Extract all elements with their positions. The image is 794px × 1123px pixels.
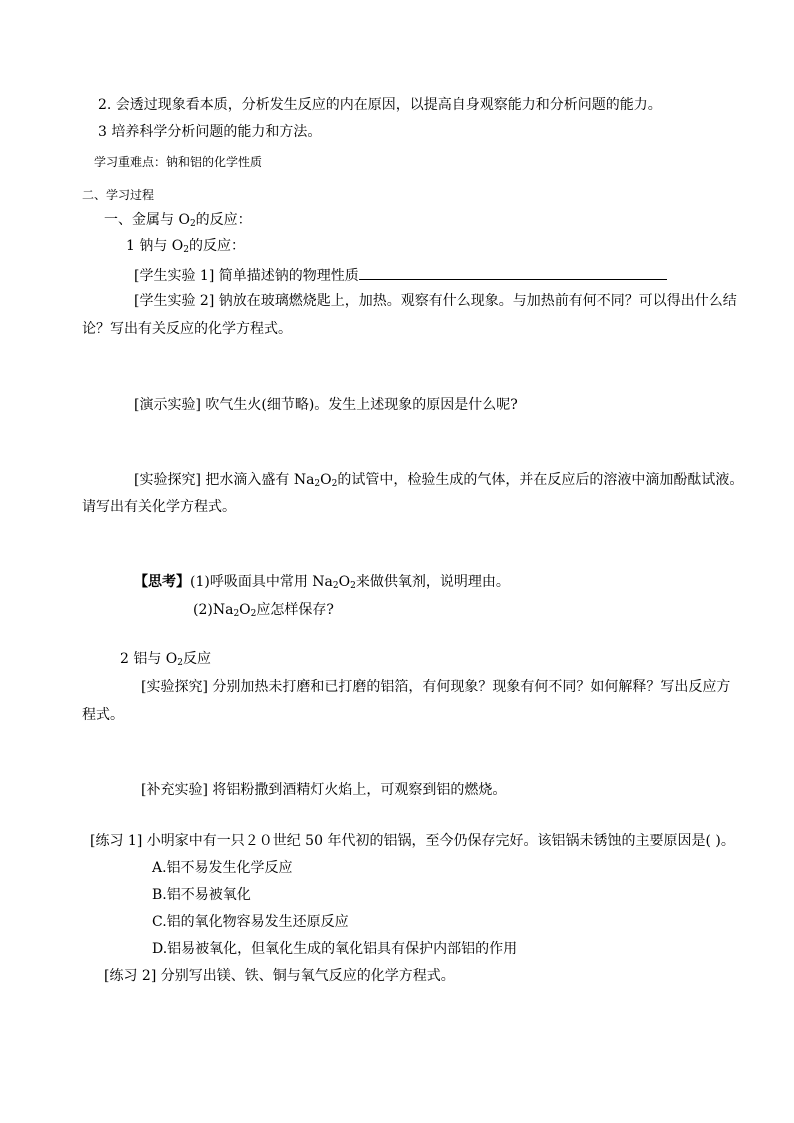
exercise-1-option-a: A.铝不易发生化学反应 [152,860,293,876]
subsection-1-title: 1 钠与 $O_2$的反应： [126,238,246,255]
exercise-1-option-c: C.铝的氧化物容易发生还原反应 [152,914,349,930]
exercise-1: [练习 1] 小明家中有一只２０世纪 50 年代初的铝锅，至今仍保存完好。该铝锅未锈蚀的主要原因是( )。 [90,833,735,849]
explore-experiment-2-line1: [实验探究] 分别加热未打磨和已打磨的铝箔，有何现象？现象有何不同？如何解释？写出反应方 [141,679,731,695]
explore-experiment-1-line2: 请写出有关化学方程式。 [82,499,236,515]
exercise-1-option-b: B.铝不易被氧化 [152,887,251,903]
supplement-experiment: [补充实验] 将铝粉撒到酒精灯火焰上，可观察到铝的燃烧。 [141,782,507,798]
explore-experiment-1-line1: [实验探究] 把水滴入盛有 $Na_2O_2$的试管中，检验生成的气体，并在反应后的溶液中滴加酚酞试液。 [134,472,744,489]
goal-item-3: 3 培养科学分析问题的能力和方法。 [98,124,322,140]
student-experiment-2-line1: [学生实验 2] 钠放在玻璃燃烧匙上，加热。观察有什么现象。与加热前有何不同？可以得出什么结 [134,293,737,309]
key-points: 学习重难点：钠和铝的化学性质 [94,155,263,169]
student-experiment-2-line2: 论？写出有关反应的化学方程式。 [82,321,292,337]
exercise-1-option-d: D.铝易被氧化，但氧化生成的氧化铝具有保护内部铝的作用 [152,941,518,957]
answer-blank[interactable] [359,265,667,280]
exercise-2: [练习 2] 分别写出镁、铁、铜与氧气反应的化学方程式。 [104,968,455,984]
demo-experiment: [演示实验] 吹气生火(细节略)。发生上述现象的原因是什么呢? [134,397,518,413]
think-question-2: $(2)Na_2O_2$应怎样保存? [193,602,334,619]
student-experiment-1: [学生实验 1] 简单描述钠的物理性质 [134,265,667,285]
subsection-2-title: 2 铝与 $O_2$反应 [120,651,212,668]
explore-experiment-2-line2: 程式。 [82,707,124,723]
section-1-title: 一、金属与 $O_2$的反应： [104,212,252,229]
think-question-1: 【思考】(1)呼吸面具中常用 $Na_2O_2$来做供氧剂，说明理由。 [134,574,510,591]
process-heading: 二、学习过程 [82,188,155,202]
goal-item-2: 2. 会透过现象看本质，分析发生反应的内在原因，以提高自身观察能力和分析问题的能力。 [98,97,662,113]
